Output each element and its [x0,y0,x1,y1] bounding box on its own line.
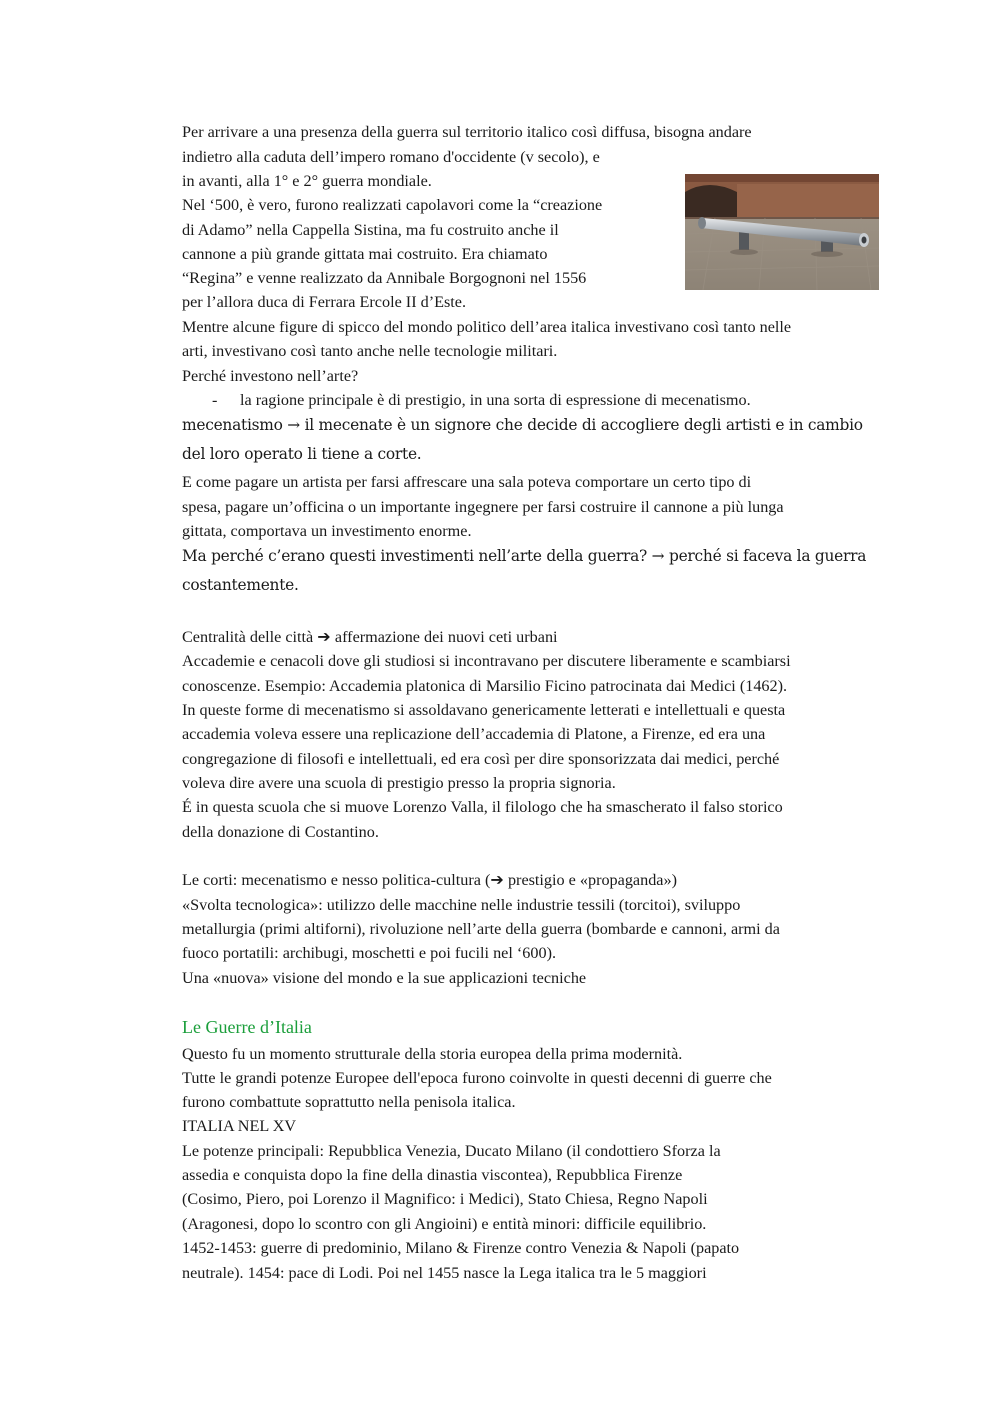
text-line: Una «nuova» visione del mondo e la sue applicazioni tecniche [182,969,587,987]
text-line: É in questa scuola che si muove Lorenzo Valla, il filologo che ha smascherato il falso storico [182,798,783,816]
bullet-text: la ragione principale è di prestigio, in una sorta di espressione di mecenatismo. [240,391,751,409]
text-line: indietro alla caduta dell’impero romano d'occidente (v secolo), e [182,148,600,166]
text-line: costantemente. [182,576,299,594]
text-line: Nel ‘500, è vero, furono realizzati capolavori come la “creazione [182,196,603,214]
text-line: Mentre alcune figure di spicco del mondo politico dell’area italica investivano così tanto nelle [182,318,792,336]
text-line: Le corti: mecenatismo e nesso politica-cultura (➔ prestigio e «propaganda») [182,871,677,889]
text-line: accademia voleva essere una replicazione dell’accademia di Platone, a Firenze, ed era una [182,725,766,743]
text-line: Accademie e cenacoli dove gli studiosi si incontravano per discutere liberamente e scambiarsi [182,652,791,670]
text-line: Tutte le grandi potenze Europee dell'epoca furono coinvolte in questi decenni di guerre che [182,1069,772,1087]
text-line: Centralità delle città ➔ affermazione dei nuovi ceti urbani [182,628,558,646]
text-line: voleva dire avere una scuola di prestigio presso la propria signoria. [182,774,616,792]
text-line: assedia e conquista dopo la fine della dinastia viscontea), Repubblica Firenze [182,1166,683,1184]
text-line: (Aragonesi, dopo lo scontro con gli Angioini) e entità minori: difficile equilibrio. [182,1215,707,1233]
text-line: mecenatismo → il mecenate è un signore che decide di accogliere degli artisti e in cambio [182,416,863,434]
text-line: 1452-1453: guerre di predominio, Milano & Firenze contro Venezia & Napoli (papato [182,1239,740,1257]
text-line: cannone a più grande gittata mai costruito. Era chiamato [182,245,548,263]
text-line: della donazione di Costantino. [182,823,379,841]
text-line: metallurgia (primi altiforni), rivoluzione nell’arte della guerra (bombarde e cannoni, armi da [182,920,780,938]
text-line: congregazione di filosofi e intellettuali, ed era così per dire sponsorizzata dai medici, perché [182,750,780,768]
text-line: del loro operato li tiene a corte. [182,445,422,463]
text-line: di Adamo” nella Cappella Sistina, ma fu costruito anche il [182,221,559,239]
cannon-photo [685,174,879,290]
text-line: neutrale). 1454: pace di Lodi. Poi nel 1455 nasce la Lega italica tra le 5 maggiori [182,1264,707,1282]
bullet-dash: - [212,391,218,409]
text-line: conoscenze. Esempio: Accademia platonica di Marsilio Ficino patrocinata dai Medici (1462). [182,677,788,695]
section-heading: Le Guerre d’Italia [182,1017,312,1037]
text-line: «Svolta tecnologica»: utilizzo delle macchine nelle industrie tessili (torcitoi), sviluppo [182,896,741,914]
text-line: in avanti, alla 1° e 2° guerra mondiale. [182,172,432,190]
text-line: “Regina” e venne realizzato da Annibale Borgognoni nel 1556 [182,269,587,287]
text-line: (Cosimo, Piero, poi Lorenzo il Magnifico: i Medici), Stato Chiesa, Regno Napoli [182,1190,708,1208]
text-line: arti, investivano così tanto anche nelle tecnologie militari. [182,342,558,360]
text-line: furono combattute soprattutto nella penisola italica. [182,1093,516,1111]
bullet-item [182,388,751,412]
text-line: Ma perché c’erano questi investimenti nell’arte della guerra? → perché si faceva la guerra [182,547,867,565]
text-line: Perché investono nell’arte? [182,367,359,385]
text-line: spesa, pagare un’officina o un importante ingegnere per farsi costruire il cannone a più lunga [182,498,784,516]
text-line: fuoco portatili: archibugi, moschetti e poi fucili nel ‘600). [182,944,557,962]
text-line: Questo fu un momento strutturale della storia europea della prima modernità. [182,1045,683,1063]
subheading: ITALIA NEL XV [182,1117,297,1135]
text-line: E come pagare un artista per farsi affrescare una sala poteva comportare un certo tipo di [182,473,752,491]
text-line: gittata, comportava un investimento enorme. [182,522,472,540]
text-line: per l’allora duca di Ferrara Ercole II d’Este. [182,293,467,311]
text-line: Per arrivare a una presenza della guerra sul territorio italico così diffusa, bisogna andare [182,123,752,141]
text-line: Le potenze principali: Repubblica Venezia, Ducato Milano (il condottiero Sforza la [182,1142,721,1160]
text-line: In queste forme di mecenatismo si assoldavano genericamente letterati e intellettuali e questa [182,701,786,719]
